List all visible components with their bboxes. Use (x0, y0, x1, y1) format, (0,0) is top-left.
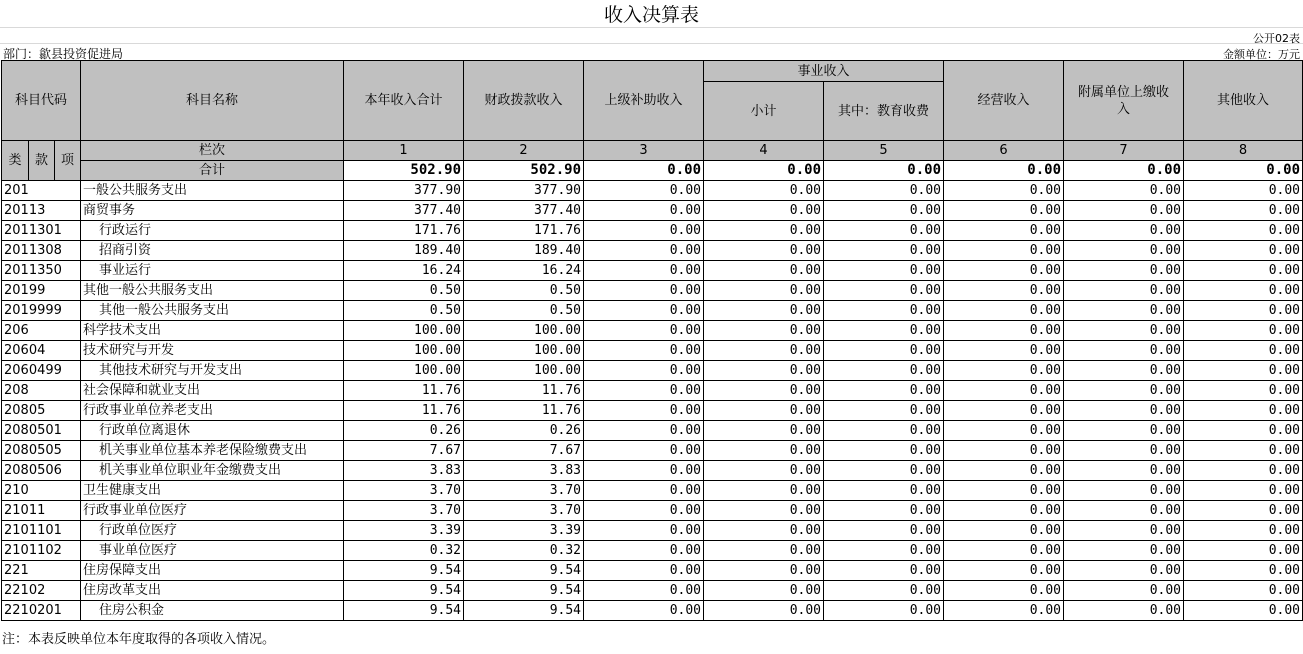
row-value: 0.00 (1184, 221, 1303, 241)
row-value: 171.76 (344, 221, 464, 241)
row-value: 0.00 (1064, 181, 1184, 201)
row-value: 0.00 (704, 481, 824, 501)
total-cell: 0.00 (1184, 161, 1303, 181)
row-name: 卫生健康支出 (81, 481, 344, 501)
row-value: 0.00 (1064, 541, 1184, 561)
header-xiang: 项 (55, 141, 81, 181)
row-code: 2101101 (2, 521, 81, 541)
row-code: 206 (2, 321, 81, 341)
row-name: 住房保障支出 (81, 561, 344, 581)
row-value: 0.00 (1064, 441, 1184, 461)
total-cell: 502.90 (344, 161, 464, 181)
row-value: 9.54 (344, 601, 464, 621)
col-num-5: 5 (824, 141, 944, 161)
row-name: 事业运行 (81, 261, 344, 281)
row-value: 0.00 (584, 281, 704, 301)
row-value: 0.50 (464, 281, 584, 301)
row-code: 20199 (2, 281, 81, 301)
header-kuan: 款 (29, 141, 55, 181)
table-row (2, 261, 1303, 281)
row-value: 0.00 (1184, 481, 1303, 501)
row-value: 0.00 (824, 541, 944, 561)
table-row (2, 561, 1303, 581)
row-value: 0.00 (824, 321, 944, 341)
row-value: 189.40 (464, 241, 584, 261)
row-value: 0.00 (584, 201, 704, 221)
table-row (2, 381, 1303, 401)
col-num-7: 7 (1064, 141, 1184, 161)
row-value: 0.00 (704, 521, 824, 541)
row-value: 0.00 (1184, 301, 1303, 321)
table-row (2, 421, 1303, 441)
row-value: 0.00 (1184, 321, 1303, 341)
header-other: 其他收入 (1184, 61, 1303, 141)
row-value: 0.00 (944, 501, 1064, 521)
row-value: 0.00 (584, 381, 704, 401)
row-code: 2080505 (2, 441, 81, 461)
table-row (2, 581, 1303, 601)
table-row (2, 301, 1303, 321)
row-name: 其他一般公共服务支出 (81, 281, 344, 301)
table-row (2, 321, 1303, 341)
row-value: 11.76 (344, 401, 464, 421)
row-value: 0.00 (944, 341, 1064, 361)
row-value: 377.90 (464, 181, 584, 201)
row-value: 3.39 (464, 521, 584, 541)
table-row (2, 461, 1303, 481)
total-cell: 0.00 (1064, 161, 1184, 181)
table-row (2, 341, 1303, 361)
row-value: 100.00 (344, 321, 464, 341)
row-value: 0.00 (584, 401, 704, 421)
row-name: 技术研究与开发 (81, 341, 344, 361)
row-value: 0.00 (944, 481, 1064, 501)
row-value: 0.00 (944, 241, 1064, 261)
row-value: 0.00 (944, 541, 1064, 561)
row-value: 0.00 (584, 441, 704, 461)
row-value: 0.00 (944, 301, 1064, 321)
header-code: 科目代码 (2, 61, 81, 141)
total-cell: 0.00 (584, 161, 704, 181)
unit-label: 金额单位：万元 (1223, 48, 1300, 61)
row-value: 16.24 (464, 261, 584, 281)
row-value: 0.00 (944, 261, 1064, 281)
row-value: 0.00 (1184, 601, 1303, 621)
col-num-1: 1 (344, 141, 464, 161)
row-name: 一般公共服务支出 (81, 181, 344, 201)
row-value: 0.00 (824, 361, 944, 381)
row-value: 0.00 (584, 341, 704, 361)
row-value: 9.54 (344, 581, 464, 601)
row-code: 2101102 (2, 541, 81, 561)
row-value: 0.00 (704, 361, 824, 381)
row-value: 0.00 (584, 421, 704, 441)
row-value: 9.54 (464, 601, 584, 621)
row-value: 0.00 (1064, 281, 1184, 301)
row-name: 行政事业单位养老支出 (81, 401, 344, 421)
row-name: 住房改革支出 (81, 581, 344, 601)
row-value: 0.00 (1184, 501, 1303, 521)
row-value: 7.67 (464, 441, 584, 461)
row-value: 0.00 (824, 561, 944, 581)
row-value: 0.00 (704, 241, 824, 261)
row-name: 招商引资 (81, 241, 344, 261)
row-value: 0.00 (944, 461, 1064, 481)
total-cell: 0.00 (944, 161, 1064, 181)
row-value: 0.00 (1184, 261, 1303, 281)
row-value: 9.54 (464, 581, 584, 601)
row-value: 0.00 (944, 381, 1064, 401)
row-value: 0.00 (824, 261, 944, 281)
row-value: 0.32 (344, 541, 464, 561)
row-value: 0.00 (1184, 381, 1303, 401)
row-value: 0.00 (1064, 481, 1184, 501)
row-value: 0.00 (584, 221, 704, 241)
row-value: 0.00 (704, 441, 824, 461)
row-value: 0.00 (824, 581, 944, 601)
row-value: 100.00 (344, 341, 464, 361)
row-value: 0.00 (584, 481, 704, 501)
row-name: 科学技术支出 (81, 321, 344, 341)
row-value: 0.00 (1064, 581, 1184, 601)
row-value: 0.00 (704, 561, 824, 581)
row-value: 0.26 (344, 421, 464, 441)
header-career: 事业收入 (704, 61, 944, 82)
table-row (2, 541, 1303, 561)
row-value: 0.00 (824, 441, 944, 461)
table-row (2, 201, 1303, 221)
row-value: 0.00 (704, 381, 824, 401)
row-value: 0.00 (584, 181, 704, 201)
department-label: 部门：歙县投资促进局 (3, 47, 124, 61)
row-value: 3.70 (464, 501, 584, 521)
row-value: 0.00 (1184, 541, 1303, 561)
row-value: 11.76 (464, 401, 584, 421)
row-value: 377.40 (464, 201, 584, 221)
row-value: 0.00 (1184, 421, 1303, 441)
row-code: 21011 (2, 501, 81, 521)
row-value: 0.00 (824, 601, 944, 621)
row-value: 0.00 (704, 221, 824, 241)
table-row (2, 481, 1303, 501)
row-value: 0.00 (1064, 321, 1184, 341)
table-body (2, 181, 1303, 621)
row-code: 2210201 (2, 601, 81, 621)
row-value: 0.00 (704, 261, 824, 281)
row-value: 189.40 (344, 241, 464, 261)
row-value: 0.00 (824, 201, 944, 221)
row-value: 0.00 (1064, 461, 1184, 481)
row-value: 0.00 (944, 421, 1064, 441)
row-value: 0.00 (704, 401, 824, 421)
row-value: 0.00 (704, 541, 824, 561)
row-code: 2080501 (2, 421, 81, 441)
row-value: 3.70 (344, 501, 464, 521)
row-value: 0.00 (584, 361, 704, 381)
row-value: 0.00 (1184, 341, 1303, 361)
row-value: 0.00 (944, 521, 1064, 541)
row-value: 0.00 (944, 401, 1064, 421)
row-value: 0.00 (824, 421, 944, 441)
header-lanci: 栏次 (81, 141, 344, 161)
row-value: 0.00 (824, 301, 944, 321)
row-value: 0.00 (704, 281, 824, 301)
row-code: 201 (2, 181, 81, 201)
row-value: 0.00 (944, 361, 1064, 381)
row-value: 0.00 (824, 401, 944, 421)
row-value: 0.00 (1064, 421, 1184, 441)
col-num-8: 8 (1184, 141, 1303, 161)
table-row (2, 181, 1303, 201)
row-value: 3.70 (464, 481, 584, 501)
income-table (1, 60, 1303, 621)
row-name: 其他技术研究与开发支出 (81, 361, 344, 381)
row-value: 11.76 (344, 381, 464, 401)
row-code: 20113 (2, 201, 81, 221)
row-code: 2011301 (2, 221, 81, 241)
row-code: 22102 (2, 581, 81, 601)
row-value: 16.24 (344, 261, 464, 281)
header-total: 本年收入合计 (344, 61, 464, 141)
row-value: 0.00 (704, 501, 824, 521)
row-value: 3.83 (464, 461, 584, 481)
table-row (2, 281, 1303, 301)
col-num-3: 3 (584, 141, 704, 161)
row-value: 3.39 (344, 521, 464, 541)
row-value: 0.00 (824, 221, 944, 241)
row-code: 2011308 (2, 241, 81, 261)
row-value: 3.70 (344, 481, 464, 501)
header-education: 其中：教育收费 (824, 82, 944, 141)
row-value: 0.00 (1064, 561, 1184, 581)
row-value: 0.00 (944, 601, 1064, 621)
row-value: 0.00 (584, 321, 704, 341)
row-value: 0.00 (704, 321, 824, 341)
header-lei: 类 (2, 141, 29, 181)
row-name: 其他一般公共服务支出 (81, 301, 344, 321)
table-row (2, 601, 1303, 621)
row-value: 0.00 (1184, 361, 1303, 381)
row-value: 0.00 (944, 181, 1064, 201)
row-value: 0.00 (1064, 241, 1184, 261)
row-value: 0.00 (824, 461, 944, 481)
row-value: 0.00 (944, 221, 1064, 241)
row-name: 商贸事务 (81, 201, 344, 221)
row-value: 0.00 (1064, 201, 1184, 221)
table-row (2, 361, 1303, 381)
row-value: 377.90 (344, 181, 464, 201)
col-num-6: 6 (944, 141, 1064, 161)
row-value: 0.00 (944, 321, 1064, 341)
row-value: 0.00 (944, 281, 1064, 301)
row-value: 0.00 (944, 201, 1064, 221)
row-name: 行政运行 (81, 221, 344, 241)
row-value: 0.00 (584, 601, 704, 621)
row-value: 3.83 (344, 461, 464, 481)
row-value: 0.50 (464, 301, 584, 321)
row-value: 0.00 (1184, 581, 1303, 601)
row-value: 0.00 (704, 421, 824, 441)
row-code: 210 (2, 481, 81, 501)
row-name: 行政单位医疗 (81, 521, 344, 541)
table-row (2, 521, 1303, 541)
row-value: 0.00 (704, 461, 824, 481)
report-title: 收入决算表 (603, 4, 699, 26)
row-value: 0.00 (584, 261, 704, 281)
table-row (2, 501, 1303, 521)
row-value: 100.00 (344, 361, 464, 381)
footnote: 注：本表反映单位本年度取得的各项收入情况。 (2, 632, 276, 647)
row-value: 0.50 (344, 301, 464, 321)
row-value: 0.00 (1064, 301, 1184, 321)
row-value: 0.00 (1064, 341, 1184, 361)
row-name: 事业单位医疗 (81, 541, 344, 561)
row-value: 0.00 (704, 601, 824, 621)
row-value: 0.00 (944, 581, 1064, 601)
row-value: 377.40 (344, 201, 464, 221)
row-value: 7.67 (344, 441, 464, 461)
row-value: 0.00 (944, 441, 1064, 461)
row-value: 0.00 (1184, 241, 1303, 261)
table-row (2, 241, 1303, 261)
row-value: 0.00 (584, 521, 704, 541)
header-subtotal: 小计 (704, 82, 824, 141)
header-fiscal: 财政拨款收入 (464, 61, 584, 141)
table-row (2, 441, 1303, 461)
table-row (2, 401, 1303, 421)
row-value: 0.00 (1064, 521, 1184, 541)
table-row (2, 221, 1303, 241)
row-value: 100.00 (464, 321, 584, 341)
row-code: 2080506 (2, 461, 81, 481)
row-name: 机关事业单位职业年金缴费支出 (81, 461, 344, 481)
row-value: 0.00 (824, 281, 944, 301)
total-label: 合计 (81, 161, 344, 181)
total-cell: 0.00 (704, 161, 824, 181)
row-value: 0.00 (824, 341, 944, 361)
row-value: 0.00 (824, 241, 944, 261)
row-value: 0.00 (824, 481, 944, 501)
row-code: 20604 (2, 341, 81, 361)
row-name: 机关事业单位基本养老保险缴费支出 (81, 441, 344, 461)
row-code: 20805 (2, 401, 81, 421)
row-code: 221 (2, 561, 81, 581)
row-code: 2011350 (2, 261, 81, 281)
row-value: 0.00 (944, 561, 1064, 581)
total-cell: 0.00 (824, 161, 944, 181)
row-value: 0.00 (704, 581, 824, 601)
row-value: 0.00 (824, 521, 944, 541)
row-code: 2060499 (2, 361, 81, 381)
row-value: 0.00 (1064, 601, 1184, 621)
col-num-4: 4 (704, 141, 824, 161)
row-code: 208 (2, 381, 81, 401)
row-value: 0.00 (1184, 561, 1303, 581)
row-value: 0.00 (704, 301, 824, 321)
header-affiliated: 附属单位上缴收入 (1064, 61, 1184, 141)
row-value: 0.00 (1184, 521, 1303, 541)
row-name: 住房公积金 (81, 601, 344, 621)
row-name: 行政事业单位医疗 (81, 501, 344, 521)
row-value: 0.00 (1064, 381, 1184, 401)
row-value: 171.76 (464, 221, 584, 241)
row-value: 0.00 (584, 581, 704, 601)
row-value: 100.00 (464, 341, 584, 361)
row-value: 0.00 (584, 501, 704, 521)
row-value: 0.50 (344, 281, 464, 301)
row-value: 0.00 (704, 341, 824, 361)
row-value: 100.00 (464, 361, 584, 381)
row-name: 社会保障和就业支出 (81, 381, 344, 401)
row-value: 0.00 (1064, 261, 1184, 281)
row-value: 0.00 (1184, 281, 1303, 301)
row-value: 0.00 (824, 501, 944, 521)
row-code: 2019999 (2, 301, 81, 321)
row-value: 0.00 (1184, 461, 1303, 481)
col-num-2: 2 (464, 141, 584, 161)
form-number: 公开02表 (1253, 32, 1300, 45)
row-value: 9.54 (344, 561, 464, 581)
row-value: 0.00 (1184, 181, 1303, 201)
row-value: 0.00 (1184, 401, 1303, 421)
row-value: 0.00 (1064, 361, 1184, 381)
row-value: 0.00 (1184, 441, 1303, 461)
row-value: 0.32 (464, 541, 584, 561)
header-superior: 上级补助收入 (584, 61, 704, 141)
row-value: 0.00 (1184, 201, 1303, 221)
row-value: 0.00 (1064, 401, 1184, 421)
row-value: 9.54 (464, 561, 584, 581)
row-value: 0.00 (584, 461, 704, 481)
row-name: 行政单位离退休 (81, 421, 344, 441)
header-business: 经营收入 (944, 61, 1064, 141)
row-value: 0.00 (704, 201, 824, 221)
row-value: 0.00 (584, 541, 704, 561)
total-cell: 502.90 (464, 161, 584, 181)
row-value: 0.00 (1064, 501, 1184, 521)
row-value: 0.00 (1064, 221, 1184, 241)
row-value: 0.00 (824, 381, 944, 401)
row-value: 11.76 (464, 381, 584, 401)
row-value: 0.26 (464, 421, 584, 441)
row-value: 0.00 (584, 241, 704, 261)
row-value: 0.00 (584, 301, 704, 321)
row-value: 0.00 (704, 181, 824, 201)
row-value: 0.00 (824, 181, 944, 201)
row-value: 0.00 (584, 561, 704, 581)
header-name: 科目名称 (81, 61, 344, 141)
